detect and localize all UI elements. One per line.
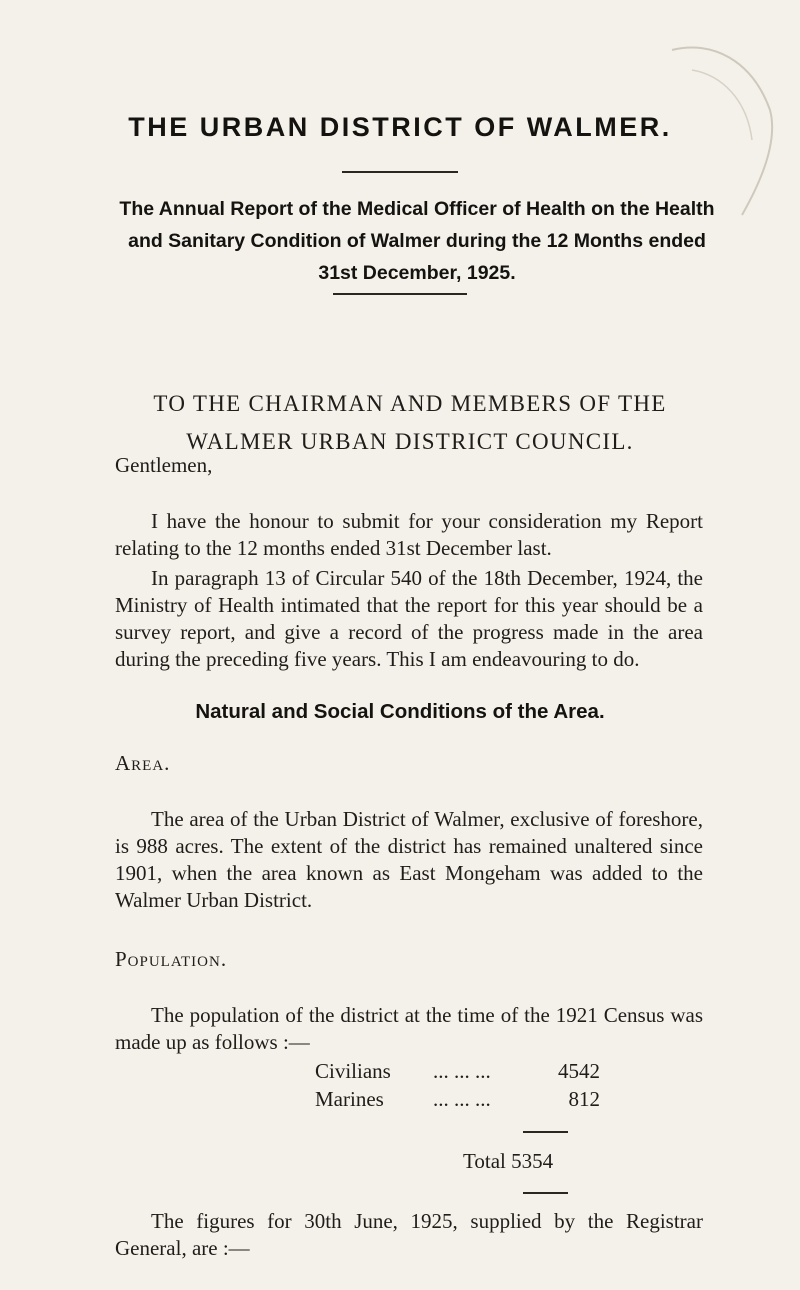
total-row [463,1148,553,1175]
census-label: Marines [315,1087,384,1111]
census-leader-dots: ... ... ... [433,1059,491,1083]
section-heading: Natural and Social Conditions of the Area. [195,700,605,723]
census-value: 812 [568,1087,600,1111]
address-block [60,385,760,461]
address-line-2: WALMER URBAN DISTRICT COUNCIL. [186,429,634,454]
area-heading: Area. [115,751,171,775]
address-line-1: TO THE CHAIRMAN AND MEMBERS OF THE [153,391,667,416]
sum-rule [523,1131,568,1133]
population-heading: Population. [115,947,228,971]
census-value: 4542 [558,1059,600,1083]
paragraph-2: In paragraph 13 of Circular 540 of the 18th December, 1924, the Ministry of Health intimated that the report for this year should be a survey report, and give a record of the progress made in the area during the preceding five years. This I am endeavouring to do. [115,566,703,671]
paragraph-1: I have the honour to submit for your consideration my Report relating to the 12 months ended 31st December last. [115,509,703,560]
population-paragraph: The population of the district at the time of the 1921 Census was made up as follows :— [115,1003,703,1054]
area-paragraph: The area of the Urban District of Walmer, exclusive of foreshore, is 988 acres. The extent of the district has remained unaltered since 1901, when the area known as East Mongeham was added to the Walmer Urban District. [115,807,703,912]
total-rule [523,1192,568,1194]
report-subtitle: The Annual Report of the Medical Officer of Health on the Health and Sanitary Condition of Walmer during the 12 Months ended 31st December, 1925. [119,198,715,284]
census-label: Civilians [315,1059,391,1083]
salutation: Gentlemen, [115,453,213,477]
title-divider [342,171,458,173]
total-label: Total [463,1149,506,1173]
registrar-figures-paragraph-render: The figures for 30th June, 1925, supplied by the Registrar General, are :— [115,1209,703,1260]
census-leader-dots: ... ... ... [433,1087,491,1111]
document-title: THE URBAN DISTRICT OF WALMER. [128,112,672,142]
subtitle-divider [333,293,467,295]
total-value: 5354 [511,1149,554,1173]
